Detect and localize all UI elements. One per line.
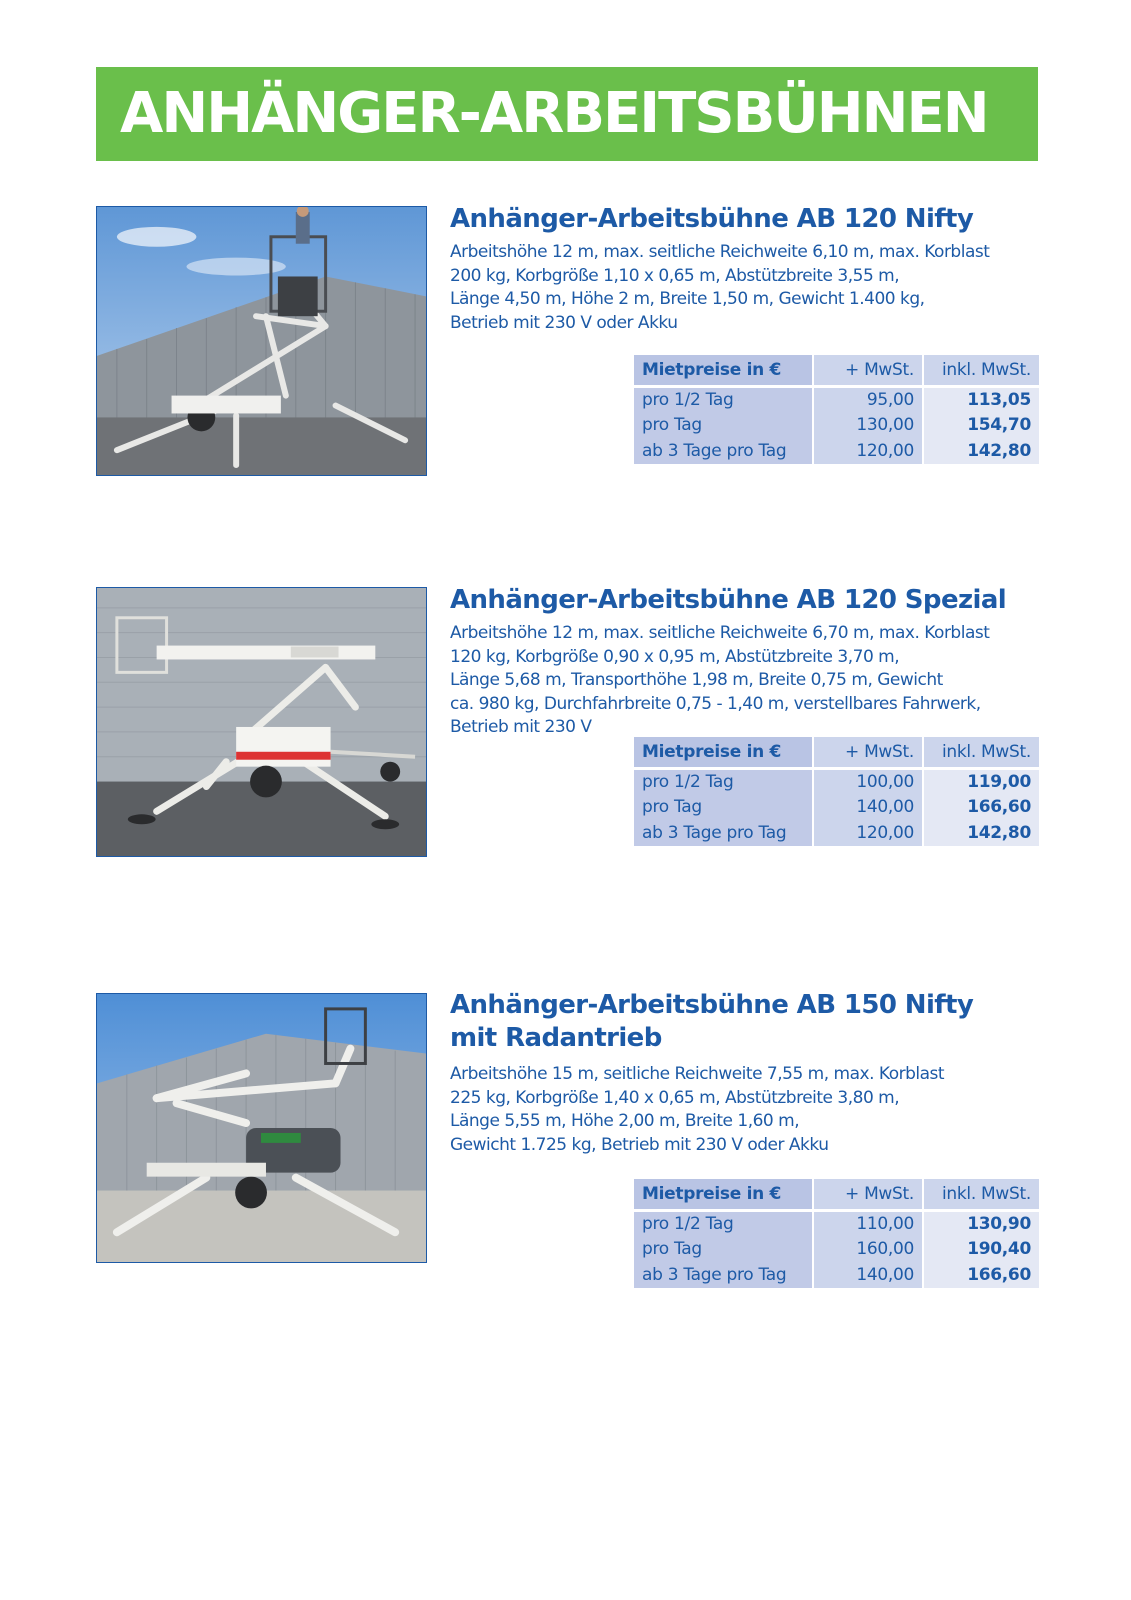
product-description-ab120-nifty bbox=[450, 241, 1050, 335]
description-line: ca. 980 kg, Durchfahrbreite 0,75 - 1,40 m, verstellbares Fahrwerk, bbox=[450, 693, 981, 714]
table-row bbox=[634, 1210, 1039, 1236]
header-plus-vat: + MwSt. bbox=[813, 737, 923, 768]
table-row bbox=[634, 1236, 1039, 1262]
product-title-line: Anhänger-Arbeitsbühne AB 120 Spezial bbox=[450, 585, 1007, 615]
description-line: Gewicht 1.725 kg, Betrieb mit 230 V oder Akku bbox=[450, 1134, 829, 1155]
rental-period: pro Tag bbox=[634, 1236, 813, 1262]
price-gross: 119,00 bbox=[923, 768, 1039, 794]
price-net: 95,00 bbox=[813, 386, 923, 412]
price-gross: 190,40 bbox=[923, 1236, 1039, 1262]
header-incl-vat: inkl. MwSt. bbox=[923, 1179, 1039, 1210]
table-row bbox=[634, 768, 1039, 794]
price-table-ab150-nifty bbox=[634, 1179, 1039, 1288]
price-gross: 130,90 bbox=[923, 1210, 1039, 1236]
rental-period: pro Tag bbox=[634, 794, 813, 820]
price-table-header-row bbox=[634, 737, 1039, 768]
price-net: 130,00 bbox=[813, 412, 923, 438]
price-gross: 113,05 bbox=[923, 386, 1039, 412]
price-net: 160,00 bbox=[813, 1236, 923, 1262]
page-title: ANHÄNGER-ARBEITSBÜHNEN bbox=[120, 81, 988, 146]
product-title-line: Anhänger-Arbeitsbühne AB 120 Nifty bbox=[450, 204, 974, 234]
header-rental-price: Mietpreise in € bbox=[634, 1179, 813, 1210]
rental-period: pro 1/2 Tag bbox=[634, 1210, 813, 1236]
price-table-ab120-nifty bbox=[634, 355, 1039, 464]
price-table-header-row bbox=[634, 1179, 1039, 1210]
product-title-line: mit Radantrieb bbox=[450, 1023, 662, 1053]
description-line: Betrieb mit 230 V bbox=[450, 717, 592, 737]
header-incl-vat: inkl. MwSt. bbox=[923, 355, 1039, 386]
header-rental-price: Mietpreise in € bbox=[634, 355, 813, 386]
price-net: 120,00 bbox=[813, 438, 923, 464]
product-title-line: Anhänger-Arbeitsbühne AB 150 Nifty bbox=[450, 990, 974, 1020]
product-photo-ab150-nifty bbox=[96, 993, 427, 1263]
rental-period: pro 1/2 Tag bbox=[634, 768, 813, 794]
description-line: Länge 5,68 m, Transporthöhe 1,98 m, Breite 0,75 m, Gewicht bbox=[450, 670, 943, 690]
price-table-ab120-spezial bbox=[634, 737, 1039, 846]
price-net: 110,00 bbox=[813, 1210, 923, 1236]
table-row bbox=[634, 820, 1039, 846]
header-plus-vat: + MwSt. bbox=[813, 1179, 923, 1210]
rental-period: pro Tag bbox=[634, 412, 813, 438]
product-title-ab150-nifty bbox=[450, 989, 1040, 1055]
product-photo-ab120-nifty bbox=[96, 206, 427, 476]
price-net: 140,00 bbox=[813, 1262, 923, 1288]
description-line: Länge 5,55 m, Höhe 2,00 m, Breite 1,60 m, bbox=[450, 1111, 800, 1131]
table-row bbox=[634, 412, 1039, 438]
price-gross: 166,60 bbox=[923, 1262, 1039, 1288]
table-row bbox=[634, 386, 1039, 412]
header-rental-price: Mietpreise in € bbox=[634, 737, 813, 768]
description-line: Arbeitshöhe 12 m, max. seitliche Reichweite 6,10 m, max. Korblast bbox=[450, 242, 990, 262]
product-photo-ab120-spezial bbox=[96, 587, 427, 857]
product-description-ab150-nifty bbox=[450, 1063, 1050, 1157]
table-row bbox=[634, 1262, 1039, 1288]
price-gross: 166,60 bbox=[923, 794, 1039, 820]
price-net: 120,00 bbox=[813, 820, 923, 846]
description-line: 225 kg, Korbgröße 1,40 x 0,65 m, Abstützbreite 3,80 m, bbox=[450, 1087, 900, 1108]
rental-period: ab 3 Tage pro Tag bbox=[634, 438, 813, 464]
product-title-ab120-spezial bbox=[450, 584, 1040, 617]
page-header-banner bbox=[96, 67, 1038, 161]
header-incl-vat: inkl. MwSt. bbox=[923, 737, 1039, 768]
price-gross: 142,80 bbox=[923, 438, 1039, 464]
price-table-header-row bbox=[634, 355, 1039, 386]
price-gross: 142,80 bbox=[923, 820, 1039, 846]
description-line: Arbeitshöhe 15 m, seitliche Reichweite 7,55 m, max. Korblast bbox=[450, 1064, 945, 1084]
price-net: 140,00 bbox=[813, 794, 923, 820]
description-line: Länge 4,50 m, Höhe 2 m, Breite 1,50 m, Gewicht 1.400 kg, bbox=[450, 289, 925, 309]
description-line: 120 kg, Korbgröße 0,90 x 0,95 m, Abstützbreite 3,70 m, bbox=[450, 646, 900, 667]
product-title-ab120-nifty bbox=[450, 203, 1040, 236]
description-line: Arbeitshöhe 12 m, max. seitliche Reichweite 6,70 m, max. Korblast bbox=[450, 623, 990, 643]
price-gross: 154,70 bbox=[923, 412, 1039, 438]
rental-period: ab 3 Tage pro Tag bbox=[634, 1262, 813, 1288]
product-description-ab120-spezial bbox=[450, 622, 1050, 740]
table-row bbox=[634, 794, 1039, 820]
rental-period: pro 1/2 Tag bbox=[634, 386, 813, 412]
table-row bbox=[634, 438, 1039, 464]
description-line: Betrieb mit 230 V oder Akku bbox=[450, 312, 678, 333]
price-net: 100,00 bbox=[813, 768, 923, 794]
header-plus-vat: + MwSt. bbox=[813, 355, 923, 386]
rental-period: ab 3 Tage pro Tag bbox=[634, 820, 813, 846]
description-line: 200 kg, Korbgröße 1,10 x 0,65 m, Abstützbreite 3,55 m, bbox=[450, 265, 900, 286]
